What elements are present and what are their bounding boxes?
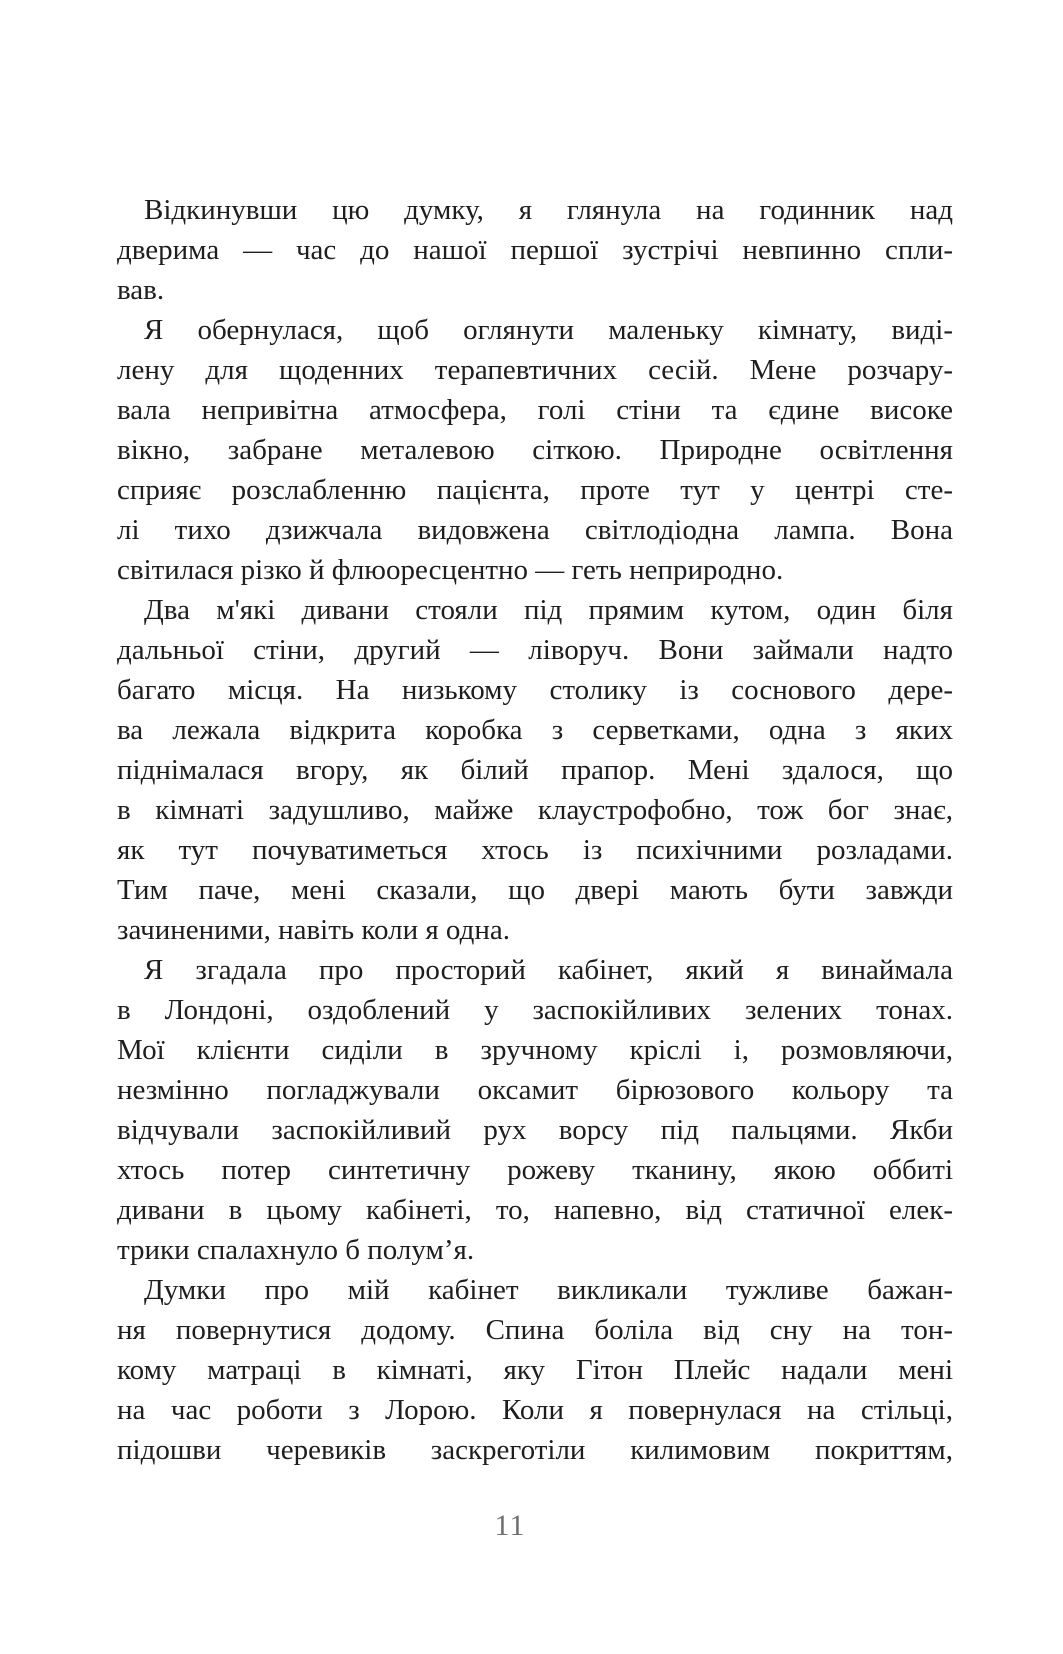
text-line: Два м'які дивани стояли під прямим кутом, один біля bbox=[144, 594, 953, 626]
paragraph bbox=[117, 190, 953, 310]
text-line: багато місця. На низькому столику із соснового дере- bbox=[117, 674, 953, 706]
text-line: незмінно погладжували оксамит бірюзового кольору та bbox=[117, 1074, 953, 1106]
paragraph bbox=[117, 1270, 953, 1470]
text-line: світилася різко й флюоресцентно — геть неприродно. bbox=[117, 554, 784, 586]
page-text bbox=[117, 190, 953, 1470]
page-number: 11 bbox=[494, 1509, 526, 1542]
text-line: трики спалахнуло б полум’я. bbox=[117, 1234, 475, 1266]
text-line: Я згадала про просторий кабінет, який я винаймала bbox=[144, 954, 953, 986]
text-line: зачиненими, навіть коли я одна. bbox=[117, 914, 510, 946]
paragraph bbox=[117, 950, 953, 1270]
text-line: хтось потер синтетичну рожеву тканину, якою оббиті bbox=[117, 1154, 953, 1186]
text-line: в кімнаті задушливо, майже клаустрофобно, тож бог знає, bbox=[117, 794, 953, 826]
text-line: ва лежала відкрита коробка з серветками, одна з яких bbox=[117, 714, 953, 746]
text-line: вав. bbox=[117, 274, 165, 306]
text-line: піднімалася вгору, як білий прапор. Мені здалося, що bbox=[117, 754, 953, 786]
text-line: лі тихо дзижчала видовжена світлодіодна лампа. Вона bbox=[117, 514, 953, 546]
text-line: дверима — час до нашої першої зустрічі невпинно спли- bbox=[117, 234, 953, 266]
text-line: дальньої стіни, другий — ліворуч. Вони займали надто bbox=[117, 634, 953, 666]
text-line: в Лондоні, оздоблений у заспокійливих зелених тонах. bbox=[117, 994, 953, 1026]
text-line: на час роботи з Лорою. Коли я повернулася на стільці, bbox=[117, 1394, 953, 1426]
text-line: вала непривітна атмосфера, голі стіни та єдине високе bbox=[117, 394, 953, 426]
text-line: Думки про мій кабінет викликали тужливе бажан- bbox=[144, 1274, 953, 1306]
text-line: сприяє розслабленню пацієнта, проте тут у центрі сте- bbox=[117, 474, 953, 506]
paragraph bbox=[117, 590, 953, 950]
text-line: як тут почуватиметься хтось із психічними розладами. bbox=[117, 834, 953, 866]
paragraph bbox=[117, 310, 953, 590]
text-line: вікно, забране металевою сіткою. Природне освітлення bbox=[117, 434, 953, 466]
text-line: Відкинувши цю думку, я глянула на годинник над bbox=[144, 194, 953, 226]
text-line: підошви черевиків заскреготіли килимовим покриттям, bbox=[117, 1434, 953, 1466]
text-line: Мої клієнти сиділи в зручному кріслі і, розмовляючи, bbox=[117, 1034, 953, 1066]
text-line: кому матраці в кімнаті, яку Гітон Плейс надали мені bbox=[117, 1354, 953, 1386]
text-line: ня повернутися додому. Спина боліла від сну на тон- bbox=[117, 1314, 953, 1346]
text-line: лену для щоденних терапевтичних сесій. Мене розчару- bbox=[117, 354, 953, 386]
text-line: дивани в цьому кабінеті, то, напевно, від статичної елек- bbox=[117, 1194, 953, 1226]
text-line: відчували заспокійливий рух ворсу під пальцями. Якби bbox=[117, 1114, 953, 1146]
text-line: Я обернулася, щоб оглянути маленьку кімнату, виді- bbox=[144, 314, 953, 346]
text-line: Тим паче, мені сказали, що двері мають бути завжди bbox=[117, 874, 953, 906]
